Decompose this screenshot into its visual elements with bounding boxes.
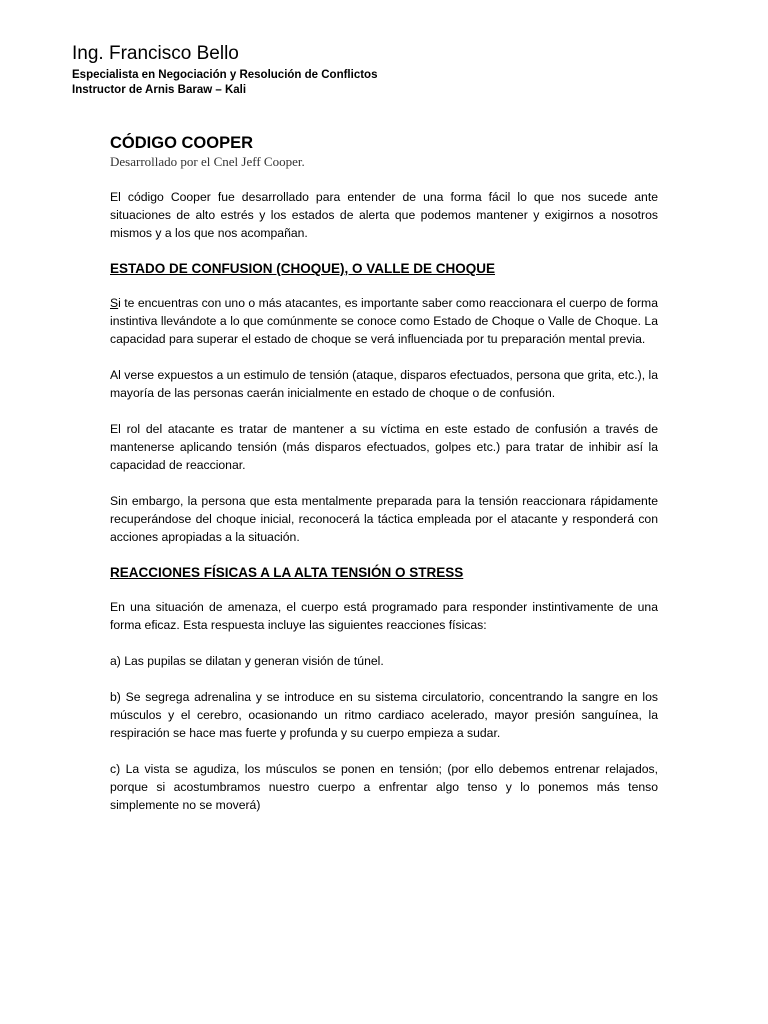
section-heading-confusion: ESTADO DE CONFUSION (CHOQUE), O VALLE DE CHOQUE <box>110 261 496 276</box>
author-title-line-1: Especialista en Negociación y Resolución de Conflictos <box>72 69 378 81</box>
paragraph: En una situación de amenaza, el cuerpo está programado para responder instintivamente de una forma eficaz. Esta respuesta incluye las siguientes reacciones físicas: <box>110 600 658 632</box>
paragraph <box>110 294 658 348</box>
section-heading-reactions: REACCIONES FÍSICAS A LA ALTA TENSIÓN O STRESS <box>110 565 464 580</box>
document-title: CÓDIGO COOPER <box>110 134 254 152</box>
paragraph-text: i te encuentras con uno o más atacantes, es importante saber como reaccionara el cuerpo de forma instintiva llevándote a lo que comúnmente se conoce como Estado de Choque o Valle de Choque. La capacidad para superar el estado de choque se verá influenciada por tu preparación mental previa. <box>110 296 658 346</box>
paragraph: Al verse expuestos a un estimulo de tensión (ataque, disparos efectuados, persona que grita, etc.), la mayoría de las personas caerán inicialmente en estado de choque o de confusión. <box>110 368 658 400</box>
paragraph: El rol del atacante es tratar de mantener a su víctima en este estado de confusión a través de mantenerse aplicando tensión (más disparos efectuados, golpes etc.) para tratar de inhibir así la capacidad de reaccionar. <box>110 422 658 472</box>
document-subtitle: Desarrollado por el Cnel Jeff Cooper. <box>110 154 305 169</box>
intro-paragraph: El código Cooper fue desarrollado para entender de una forma fácil lo que nos sucede ante situaciones de alto estrés y los estados de alerta que podemos mantener y exigirnos a nosotros mismos y a los que nos acompañan. <box>110 190 658 240</box>
author-name: Ing. Francisco Bello <box>72 43 239 64</box>
document-header <box>72 42 692 98</box>
author-title-line-2: Instructor de Arnis Baraw – Kali <box>72 84 247 96</box>
paragraph: Sin embargo, la persona que esta mentalmente preparada para la tensión reaccionara rápidamente recuperándose del choque inicial, reconocerá la táctica empleada por el atacante y responderá con acciones apropiadas a la situación. <box>110 494 658 544</box>
list-item: c) La vista se agudiza, los músculos se ponen en tensión; (por ello debemos entrenar relajados, porque si acostumbramos nuestro cuerpo a enfrentar algo tenso y lo ponemos más tenso simplemente no se moverá) <box>110 762 658 812</box>
list-item: a) Las pupilas se dilatan y generan visión de túnel. <box>110 654 384 668</box>
list-item: b) Se segrega adrenalina y se introduce en su sistema circulatorio, concentrando la sangre en los músculos y el cerebro, ocasionando un ritmo cardiaco acelerado, mayor presión sanguínea, la respiración se hace mas fuerte y profunda y su cuerpo empieza a sudar. <box>110 690 658 740</box>
drop-letter: S <box>110 296 119 310</box>
document-body <box>110 133 658 832</box>
